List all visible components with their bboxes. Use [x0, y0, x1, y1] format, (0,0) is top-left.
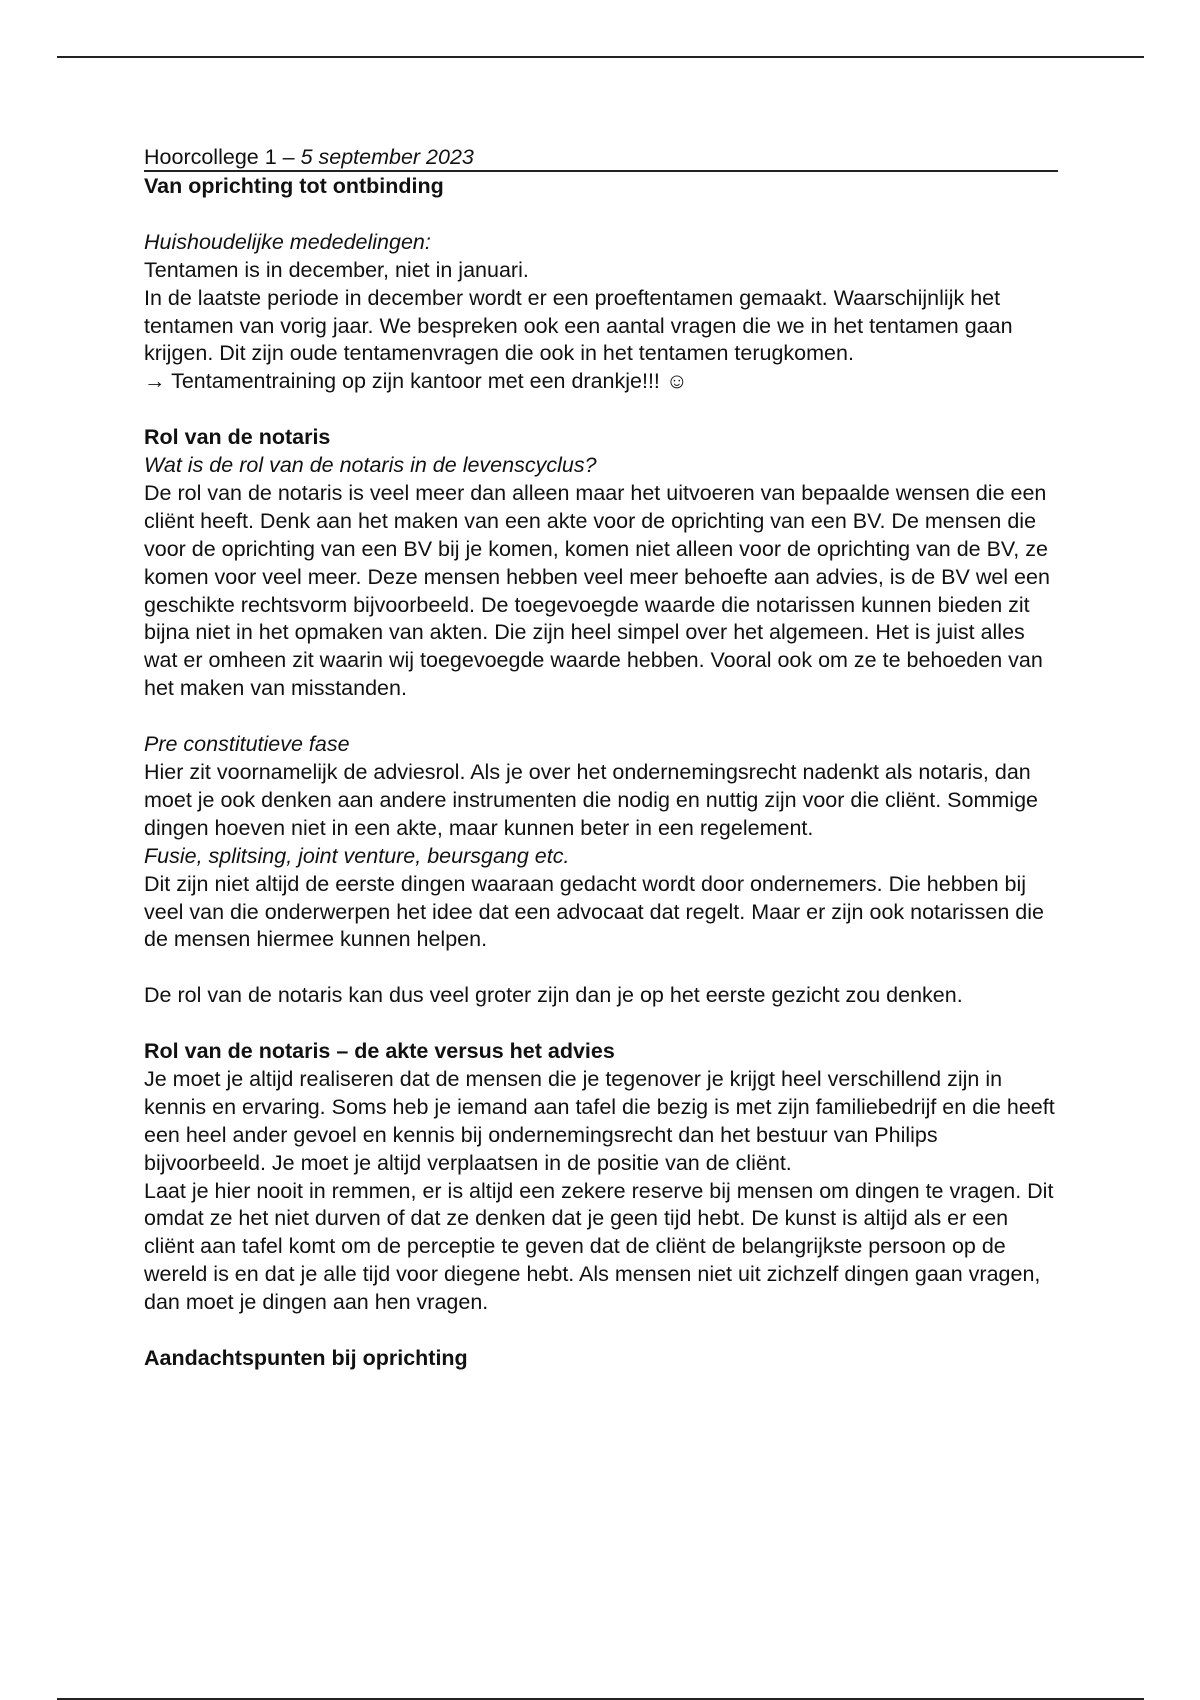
section-question-rol: Wat is de rol van de notaris in de levenscyclus? [144, 453, 597, 478]
section-heading-rol: Rol van de notaris [144, 425, 331, 450]
lecture-date: 5 september 2023 [300, 145, 474, 169]
section-heading-pre: Pre constitutieve fase [144, 732, 350, 757]
arrow-line-text: Tentamentraining op zijn kantoor met een drankje!!! ☺ [165, 369, 688, 394]
spacer [144, 703, 1058, 731]
arrow-icon: → [144, 369, 166, 394]
section-heading-aandacht: Aandachtspunten bij oprichting [144, 1345, 468, 1370]
header-rule [57, 56, 1144, 58]
spacer [144, 396, 1058, 424]
lecture-title [144, 144, 1058, 172]
section-subheading-pre: Fusie, splitsing, joint venture, beursgang etc. [144, 843, 570, 868]
section-paragraph-akte-2: Laat je hier nooit in remmen, er is altijd een zekere reserve bij mensen om dingen te vragen. Dit omdat ze het niet durven of dat ze denken dat je geen tijd hebt. De kunst is altijd als er een cliënt aan tafel komt om de perceptie te geven dat de cliënt de belangrijkste persoon op de wereld is en dat je alle tijd voor diegene hebt. Als mensen niet uit zichzelf dingen gaan vragen, dan moet je dingen aan hen vragen. [144, 1178, 1054, 1315]
document-body [144, 144, 1058, 1373]
title-dash: – [276, 145, 301, 169]
section-paragraph-pre-1: Hier zit voornamelijk de adviesrol. Als je over het ondernemingsrecht nadenkt als notaris, dan moet je ook denken aan andere instrumenten die nodig en nuttig zijn voor die cliënt. Sommige dingen hoeven niet in een akte, maar kunnen beter in een regelement. [144, 759, 1038, 840]
spacer [144, 1010, 1058, 1038]
course-label: Hoorcollege 1 [144, 145, 277, 169]
section-paragraph-rol: De rol van de notaris is veel meer dan alleen maar het uitvoeren van bepaalde wensen die een cliënt heeft. Denk aan het maken van een akte voor de oprichting van een BV. De mensen die voor de oprichting van een BV bij je komen, komen niet alleen voor de oprichting van de BV, ze komen voor veel meer. Deze mensen hebben veel meer behoefte aan advies, is de BV wel een geschikte rechtsvorm bijvoorbeeld. De toegevoegde waarde die notarissen kunnen bieden zit bijna niet in het opmaken van akten. Die zijn heel simpel over het algemeen. Het is juist alles wat er omheen zit waarin wij toegevoegde waarde hebben. Vooral ook om ze te behoeden van het maken van misstanden. [144, 480, 1050, 701]
document-subtitle: Van oprichting tot ontbinding [144, 174, 444, 198]
spacer [144, 1317, 1058, 1345]
spacer [144, 954, 1058, 982]
spacer [144, 201, 1058, 229]
announcements-line: Tentamen is in december, niet in januari. [144, 257, 529, 282]
announcements-paragraph: In de laatste periode in december wordt er een proeftentamen gemaakt. Waarschijnlijk het tentamen van vorig jaar. We bespreken ook een aantal vragen die we in het tentamen gaan krijgen. Dit zijn oude tentamenvragen die ook in het tentamen terugkomen. [144, 285, 1013, 366]
section-paragraph-pre-3: De rol van de notaris kan dus veel groter zijn dan je op het eerste gezicht zou denken. [144, 983, 963, 1008]
section-paragraph-akte-1: Je moet je altijd realiseren dat de mensen die je tegenover je krijgt heel verschillend zijn in kennis en ervaring. Soms heb je iemand aan tafel die bezig is met zijn familiebedrijf en die heeft een heel ander gevoel en kennis bij ondernemingsrecht dan het bestuur van Philips bijvoorbeeld. Je moet je altijd verplaatsen in de positie van de cliënt. [144, 1066, 1055, 1175]
announcements-heading: Huishoudelijke mededelingen: [144, 229, 431, 254]
announcements-arrow-line [144, 368, 1058, 396]
section-heading-akte: Rol van de notaris – de akte versus het advies [144, 1039, 615, 1064]
section-paragraph-pre-2: Dit zijn niet altijd de eerste dingen waaraan gedacht wordt door ondernemers. Die hebben bij veel van die onderwerpen het idee dat een advocaat dat regelt. Maar er zijn ook notarissen die de mensen hiermee kunnen helpen. [144, 871, 1044, 952]
